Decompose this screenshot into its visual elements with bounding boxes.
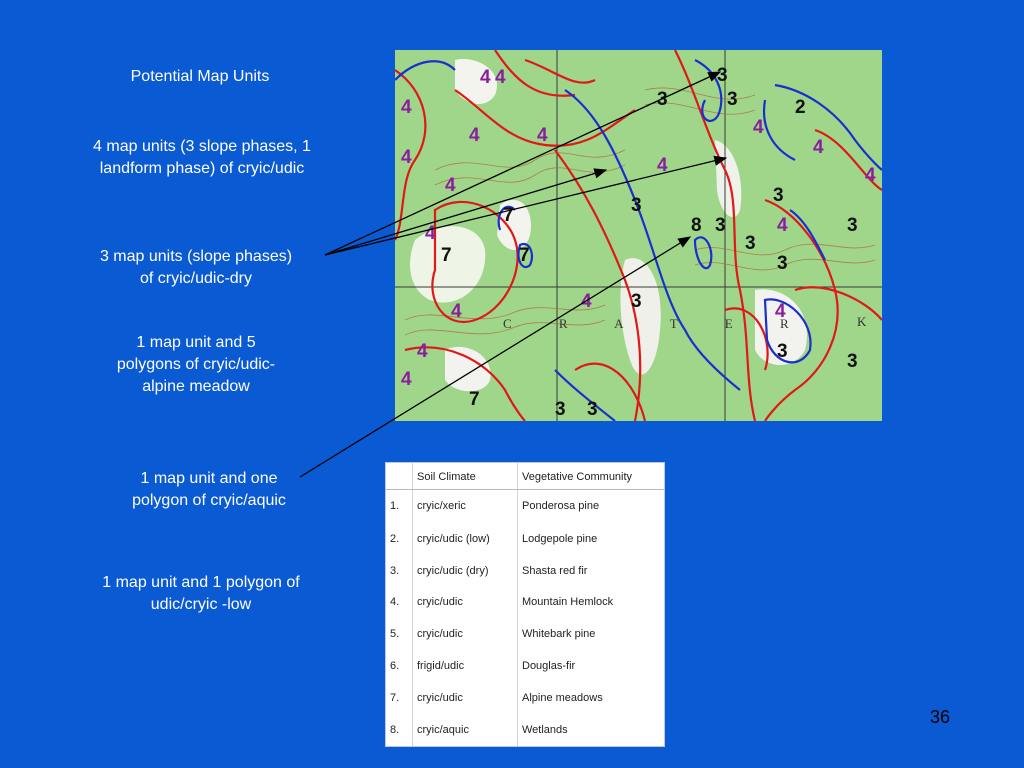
text-cryic-aquic-unit: 1 map unit and one polygon of cryic/aquic: [132, 470, 286, 509]
vegetative-community-cell: Douglas-fir: [522, 660, 576, 673]
soil-climate-cell: cryic/udic: [413, 682, 518, 714]
map-unit-label: 4: [401, 369, 412, 390]
table-row: [386, 587, 664, 619]
map-unit-label: 4: [657, 155, 668, 176]
soil-map-image: [395, 50, 882, 421]
vegetative-community-cell: Mountain Hemlock: [522, 596, 614, 609]
map-unit-label: 4: [401, 97, 412, 118]
table-row: [386, 523, 664, 555]
table-row: [386, 682, 664, 714]
soil-climate-cell: cryic/udic (low): [413, 523, 518, 555]
table-row: [386, 714, 664, 746]
page-number: 36: [930, 707, 951, 727]
map-unit-label: 3: [847, 215, 858, 236]
text-cryic-udic-dry-units: 3 map units (slope phases) of cryic/udic-dry: [99, 248, 293, 287]
table-header-vegetative-community: Vegetative Community: [518, 463, 665, 490]
text-udic-cryic-low-unit: 1 map unit and 1 polygon of udic/cryic -low: [102, 574, 300, 613]
map-unit-label: 4: [581, 291, 592, 312]
map-place-name: C R A T E R: [503, 316, 811, 331]
map-unit-label: 4: [777, 215, 788, 236]
text-cryic-udic-units: 4 map units (3 slope phases, 1 landform phase) of cryic/udic: [93, 138, 311, 177]
map-unit-label: 8: [691, 215, 702, 236]
map-unit-label: 7: [441, 245, 452, 266]
soil-climate-cell: cryic/xeric: [413, 490, 518, 523]
heading-potential-map-units: Potential Map Units: [130, 68, 270, 85]
map-unit-label: 4: [865, 165, 876, 186]
map-unit-label: 3: [717, 65, 728, 86]
map-unit-label: 3: [715, 215, 726, 236]
row-number: 6.: [386, 650, 413, 682]
map-unit-label: 3: [727, 89, 738, 110]
table-header-soil-climate: Soil Climate: [413, 463, 518, 490]
vegetative-community-cell: Lodgepole pine: [522, 532, 598, 545]
map-unit-label: 4: [495, 67, 506, 88]
map-unit-label: 4: [480, 67, 491, 88]
map-unit-label: 4: [753, 117, 764, 138]
table-row: [386, 650, 664, 682]
map-graphic: [395, 50, 882, 421]
soil-climate-cell: cryic/aquic: [413, 714, 518, 746]
row-number: 5.: [386, 618, 413, 650]
map-unit-label: 4: [813, 137, 824, 158]
map-unit-label: 3: [631, 291, 642, 312]
map-unit-label: 3: [657, 89, 668, 110]
row-number: 3.: [386, 555, 413, 587]
row-number: 2.: [386, 523, 413, 555]
row-number: 7.: [386, 682, 413, 714]
vegetative-community-cell: Shasta red fir: [522, 564, 588, 577]
map-unit-label: 3: [745, 233, 756, 254]
vegetative-community-cell: Alpine meadows: [522, 692, 603, 705]
map-unit-label: 3: [587, 399, 598, 420]
map-unit-label: 7: [469, 389, 480, 410]
vegetative-community-cell: Ponderosa pine: [522, 500, 600, 513]
map-unit-label: 3: [555, 399, 566, 420]
map-unit-label: 4: [425, 223, 436, 244]
map-unit-label: 7: [503, 205, 514, 226]
table-row: [386, 618, 664, 650]
map-unit-label: 3: [773, 185, 784, 206]
map-unit-label: 3: [847, 351, 858, 372]
soil-climate-table: [385, 462, 665, 747]
text-alpine-meadow-units: 1 map unit and 5 polygons of cryic/udic- alpine meadow: [116, 334, 276, 395]
map-unit-label: 7: [519, 245, 530, 266]
map-unit-label: 4: [451, 301, 462, 322]
map-unit-label: 3: [777, 253, 788, 274]
soil-climate-cell: frigid/udic: [413, 650, 518, 682]
map-unit-label: 4: [417, 341, 428, 362]
map-unit-label: 4: [445, 175, 456, 196]
soil-climate-cell: cryic/udic: [413, 587, 518, 619]
map-unit-label: 4: [469, 125, 480, 146]
vegetative-community-cell: Wetlands: [522, 724, 568, 737]
map-unit-label: 2: [795, 97, 806, 118]
row-number: 4.: [386, 587, 413, 619]
table-header-blank: [386, 463, 413, 490]
row-number: 1.: [386, 490, 413, 523]
map-unit-label: 3: [631, 195, 642, 216]
map-place-name-right: K: [857, 314, 867, 329]
row-number: 8.: [386, 714, 413, 746]
soil-climate-cell: cryic/udic (dry): [413, 555, 518, 587]
map-unit-label: 4: [401, 147, 412, 168]
table-row: [386, 555, 664, 587]
soil-climate-cell: cryic/udic: [413, 618, 518, 650]
map-unit-label: 4: [537, 125, 548, 146]
table-row: [386, 490, 664, 523]
map-unit-label: 3: [777, 341, 788, 362]
vegetative-community-cell: Whitebark pine: [522, 628, 596, 641]
map-unit-label: 4: [775, 301, 786, 322]
